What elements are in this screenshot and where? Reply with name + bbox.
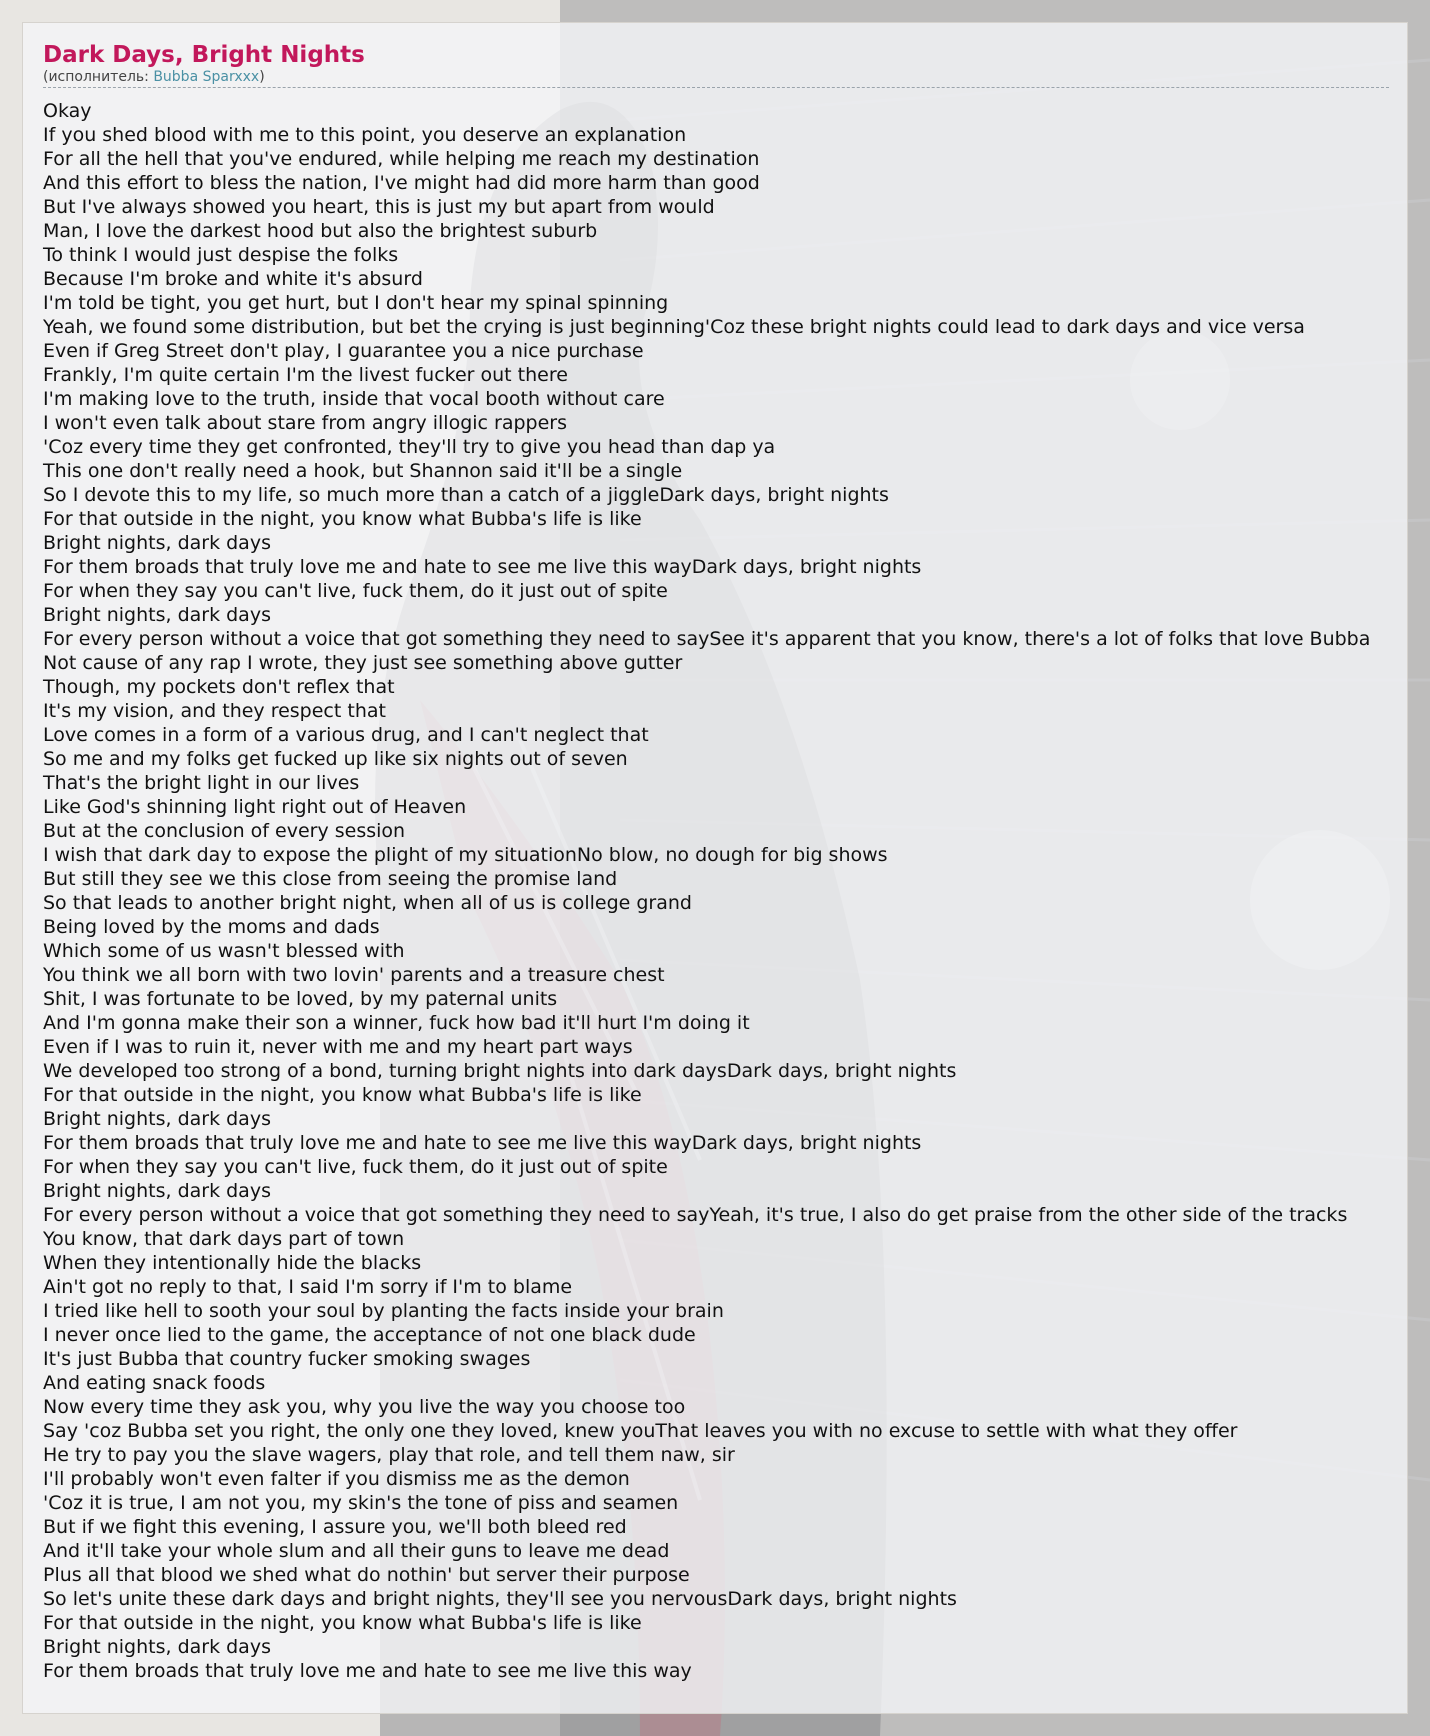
lyric-line: For that outside in the night, you know what Bubba's life is like [43, 1084, 642, 1106]
lyric-line: Bright nights, dark days [43, 1636, 271, 1658]
lyric-line: For them broads that truly love me and hate to see me live this way [43, 1660, 692, 1682]
lyric-line: Being loved by the moms and dads [43, 916, 380, 938]
lyric-line: Like God's shinning light right out of Heaven [43, 796, 467, 818]
lyric-line: But still they see we this close from seeing the promise land [43, 868, 618, 890]
lyric-line: Now every time they ask you, why you live the way you choose too [43, 1396, 686, 1418]
lyric-line: You know, that dark days part of town [43, 1228, 405, 1250]
lyric-line: It's just Bubba that country fucker smoking swages [43, 1348, 531, 1370]
lyric-line: Bright nights, dark days [43, 1108, 271, 1130]
lyrics-panel [22, 22, 1408, 1714]
artist-link[interactable]: Bubba Sparxxx [153, 69, 260, 85]
lyric-line: If you shed blood with me to this point, you deserve an explanation [43, 124, 687, 146]
lyric-line: And I'm gonna make their son a winner, fuck how bad it'll hurt I'm doing it [43, 1012, 750, 1034]
lyric-line: Bright nights, dark days [43, 1180, 271, 1202]
lyric-line: This one don't really need a hook, but Shannon said it'll be a single [43, 460, 683, 482]
lyric-line: When they intentionally hide the blacks [43, 1252, 422, 1274]
lyric-line: Even if I was to ruin it, never with me and my heart part ways [43, 1036, 633, 1058]
lyric-line: For that outside in the night, you know what Bubba's life is like [43, 1612, 642, 1634]
lyric-line: For when they say you can't live, fuck them, do it just out of spite [43, 580, 668, 602]
lyric-line: Man, I love the darkest hood but also the brightest suburb [43, 220, 598, 242]
lyric-line: That's the bright light in our lives [43, 772, 360, 794]
lyric-line: Bright nights, dark days [43, 532, 271, 554]
lyric-line: Bright nights, dark days [43, 604, 271, 626]
artist-prefix: (исполнитель: [43, 69, 154, 85]
lyric-line: But if we fight this evening, I assure you, we'll both bleed red [43, 1516, 627, 1538]
lyric-line: Love comes in a form of a various drug, and I can't neglect that [43, 724, 649, 746]
lyric-line: Frankly, I'm quite certain I'm the livest fucker out there [43, 364, 568, 386]
lyric-line: So let's unite these dark days and bright nights, they'll see you nervousDark days, bright nights [43, 1588, 957, 1610]
lyric-line: I won't even talk about stare from angry illogic rappers [43, 412, 568, 434]
song-title: Dark Days, Bright Nights [43, 42, 365, 68]
lyric-line: For every person without a voice that got something they need to saySee it's apparent that you know, there's a lot of folks that love Bubba [43, 628, 1371, 650]
lyric-line: For them broads that truly love me and hate to see me live this wayDark days, bright nights [43, 1132, 922, 1154]
lyric-line: I tried like hell to sooth your soul by planting the facts inside your brain [43, 1300, 724, 1322]
lyric-line: So I devote this to my life, so much more than a catch of a jiggleDark days, bright nights [43, 484, 889, 506]
lyric-line: For that outside in the night, you know what Bubba's life is like [43, 508, 642, 530]
artist-suffix: ) [259, 69, 265, 85]
lyric-line: Ain't got no reply to that, I said I'm sorry if I'm to blame [43, 1276, 573, 1298]
lyric-line: I'm making love to the truth, inside that vocal booth without care [43, 388, 665, 410]
lyric-line: Okay [43, 100, 92, 122]
lyric-line: For them broads that truly love me and hate to see me live this wayDark days, bright nights [43, 556, 922, 578]
lyric-line: For when they say you can't live, fuck them, do it just out of spite [43, 1156, 668, 1178]
lyric-line: To think I would just despise the folks [43, 244, 399, 266]
lyric-line: He try to pay you the slave wagers, play that role, and tell them naw, sir [43, 1444, 735, 1466]
artist-line [43, 69, 1387, 85]
lyrics-text [43, 99, 1387, 1683]
lyric-line: Shit, I was fortunate to be loved, by my paternal units [43, 988, 558, 1010]
lyric-line: So that leads to another bright night, when all of us is college grand [43, 892, 692, 914]
lyric-line: I'll probably won't even falter if you dismiss me as the demon [43, 1468, 630, 1490]
lyric-line: We developed too strong of a bond, turning bright nights into dark daysDark days, bright nights [43, 1060, 957, 1082]
lyric-line: It's my vision, and they respect that [43, 700, 386, 722]
lyric-line: I never once lied to the game, the acceptance of not one black dude [43, 1324, 696, 1346]
lyric-line: And eating snack foods [43, 1372, 266, 1394]
lyric-line: Not cause of any rap I wrote, they just see something above gutter [43, 652, 683, 674]
lyric-line: Because I'm broke and white it's absurd [43, 268, 423, 290]
lyric-line: You think we all born with two lovin' parents and a treasure chest [43, 964, 665, 986]
lyric-line: I wish that dark day to expose the plight of my situationNo blow, no dough for big shows [43, 844, 888, 866]
lyric-line: 'Coz every time they get confronted, they'll try to give you head than dap ya [43, 436, 776, 458]
panel-content [43, 41, 1387, 1683]
lyric-line: Though, my pockets don't reflex that [43, 676, 395, 698]
lyric-line: For all the hell that you've endured, while helping me reach my destination [43, 148, 760, 170]
lyric-line: Yeah, we found some distribution, but bet the crying is just beginning'Coz these bright nights could lead to dark days and vice versa [43, 316, 1305, 338]
lyric-line: But I've always showed you heart, this is just my but apart from would [43, 196, 715, 218]
lyric-line: 'Coz it is true, I am not you, my skin's the tone of piss and seamen [43, 1492, 679, 1514]
lyric-line: Say 'coz Bubba set you right, the only one they loved, knew youThat leaves you with no excuse to settle with what they offer [43, 1420, 1238, 1442]
lyric-line: And it'll take your whole slum and all their guns to leave me dead [43, 1540, 670, 1562]
lyric-line: And this effort to bless the nation, I've might had did more harm than good [43, 172, 760, 194]
lyric-line: I'm told be tight, you get hurt, but I don't hear my spinal spinning [43, 292, 669, 314]
lyric-line: Plus all that blood we shed what do nothin' but server their purpose [43, 1564, 690, 1586]
lyric-line: Even if Greg Street don't play, I guarantee you a nice purchase [43, 340, 644, 362]
lyric-line: So me and my folks get fucked up like six nights out of seven [43, 748, 628, 770]
lyric-line: But at the conclusion of every session [43, 820, 406, 842]
divider [43, 87, 1389, 88]
lyric-line: Which some of us wasn't blessed with [43, 940, 405, 962]
lyric-line: For every person without a voice that got something they need to sayYeah, it's true, I also do get praise from the other side of the tracks [43, 1204, 1348, 1226]
